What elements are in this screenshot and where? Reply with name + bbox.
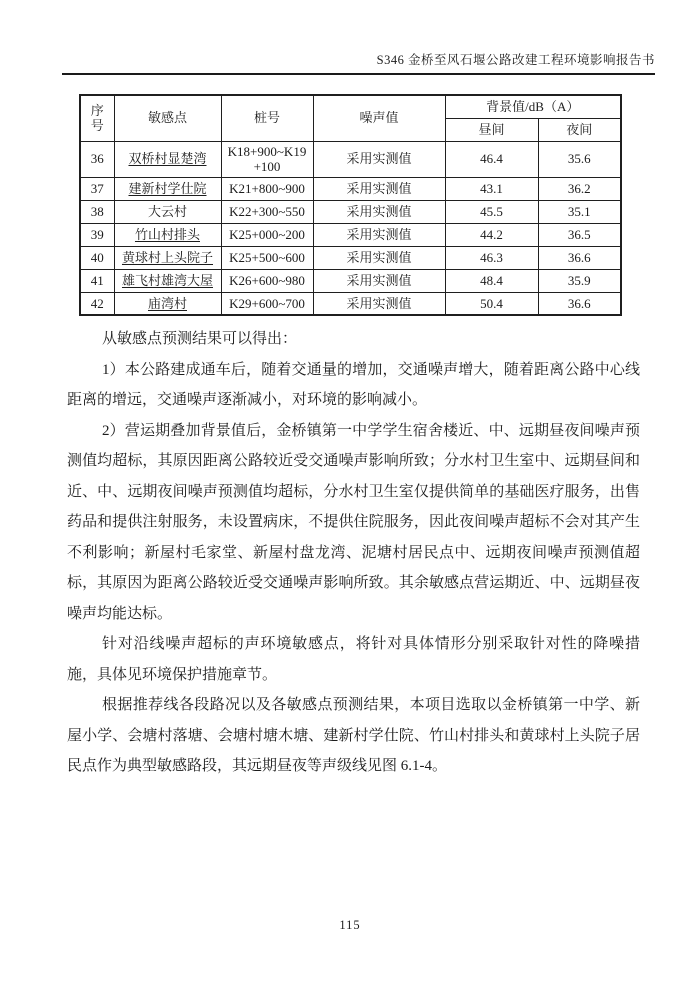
table-header bbox=[80, 95, 621, 141]
row-index: 39 bbox=[80, 223, 114, 246]
row-stake-number: K29+600~700 bbox=[221, 292, 313, 315]
row-noise-value: 采用实测值 bbox=[313, 141, 445, 177]
sensitive-point-name: 双桥村显楚湾 bbox=[128, 151, 207, 167]
row-index: 38 bbox=[80, 200, 114, 223]
page-number: 115 bbox=[339, 918, 361, 932]
row-daytime-value: 50.4 bbox=[445, 292, 538, 315]
row-index: 36 bbox=[80, 141, 114, 177]
row-index: 42 bbox=[80, 292, 114, 315]
row-noise-value: 采用实测值 bbox=[313, 269, 445, 292]
row-sensitive-point bbox=[114, 246, 221, 269]
row-noise-value: 采用实测值 bbox=[313, 177, 445, 200]
row-noise-value: 采用实测值 bbox=[313, 223, 445, 246]
row-sensitive-point bbox=[114, 269, 221, 292]
row-noise-value: 采用实测值 bbox=[313, 292, 445, 315]
col-header-index: 序号 bbox=[80, 95, 114, 141]
table-row bbox=[80, 141, 621, 177]
col-header-noise-value: 噪声值 bbox=[313, 95, 445, 141]
row-stake-number: K26+600~980 bbox=[221, 269, 313, 292]
body-text bbox=[67, 324, 640, 782]
row-stake-number: K22+300~550 bbox=[221, 200, 313, 223]
row-nighttime-value: 35.1 bbox=[538, 200, 621, 223]
row-daytime-value: 46.3 bbox=[445, 246, 538, 269]
row-nighttime-value: 35.9 bbox=[538, 269, 621, 292]
row-daytime-value: 48.4 bbox=[445, 269, 538, 292]
running-header-title: S346 金桥至风石堰公路改建工程环境影响报告书 bbox=[376, 53, 655, 67]
row-index: 41 bbox=[80, 269, 114, 292]
table-body bbox=[80, 141, 621, 315]
row-daytime-value: 43.1 bbox=[445, 177, 538, 200]
page-footer bbox=[0, 918, 700, 933]
row-sensitive-point bbox=[114, 200, 221, 223]
row-sensitive-point bbox=[114, 292, 221, 315]
row-noise-value: 采用实测值 bbox=[313, 246, 445, 269]
row-sensitive-point bbox=[114, 177, 221, 200]
body-paragraph: 从敏感点预测结果可以得出： bbox=[102, 331, 298, 347]
row-stake-number: K25+000~200 bbox=[221, 223, 313, 246]
col-header-stake: 桩号 bbox=[221, 95, 313, 141]
body-paragraph: 1）本公路建成通车后，随着交通量的增加，交通噪声增大，随着距离公路中心线距离的增远，交通噪声逐渐减小，对环境的影响减小。 bbox=[67, 361, 640, 408]
table-row bbox=[80, 200, 621, 223]
body-paragraph: 针对沿线噪声超标的声环境敏感点，将针对具体情形分别采取针对性的降噪措施，具体见环境保护措施章节。 bbox=[67, 636, 640, 683]
col-header-sensitive-point: 敏感点 bbox=[114, 95, 221, 141]
sensitive-point-name: 庙湾村 bbox=[147, 295, 187, 311]
row-sensitive-point bbox=[114, 223, 221, 246]
row-sensitive-point bbox=[114, 141, 221, 177]
row-stake-number: K25+500~600 bbox=[221, 246, 313, 269]
row-stake-number: K18+900~K19+100 bbox=[221, 141, 313, 177]
row-nighttime-value: 36.6 bbox=[538, 246, 621, 269]
table-row bbox=[80, 269, 621, 292]
row-index: 37 bbox=[80, 177, 114, 200]
table-row bbox=[80, 246, 621, 269]
table-row bbox=[80, 177, 621, 200]
row-daytime-value: 44.2 bbox=[445, 223, 538, 246]
col-header-background-value: 背景值/dB（A） bbox=[445, 95, 621, 118]
body-paragraph: 2）营运期叠加背景值后，金桥镇第一中学学生宿舍楼近、中、远期昼夜间噪声预测值均超标，其原因距离公路较近受交通噪声影响所致；分水村卫生室中、远期昼间和近、中、远期夜间噪声预测值均超标，分水村卫生室仅提供简单的基础医疗服务，出售药品和提供注射服务，未设置病床，不提供住院服务，因此夜间噪声超标不会对其产生不利影响；新屋村毛家堂、新屋村盘龙湾、泥塘村居民点中、远期夜间噪声预测值超标，其原因为距离公路较近受交通噪声影响所致。其余敏感点营运期近、中、远期昼夜噪声均能达标。 bbox=[67, 422, 640, 622]
row-stake-number: K21+800~900 bbox=[221, 177, 313, 200]
body-paragraph: 根据推荐线各段路况以及各敏感点预测结果，本项目选取以金桥镇第一中学、新屋小学、会塘村落塘、会塘村塘木塘、建新村学仕院、竹山村排头和黄球村上头院子居民点作为典型敏感路段，其远期昼夜等声级线见图 6.1-4。 bbox=[67, 697, 640, 774]
sensitive-point-name: 建新村学仕院 bbox=[128, 180, 207, 196]
row-nighttime-value: 36.6 bbox=[538, 292, 621, 315]
table-row bbox=[80, 223, 621, 246]
col-header-daytime: 昼间 bbox=[445, 118, 538, 141]
row-nighttime-value: 36.2 bbox=[538, 177, 621, 200]
row-daytime-value: 45.5 bbox=[445, 200, 538, 223]
sensitive-point-name: 竹山村排头 bbox=[134, 226, 200, 242]
page-header bbox=[62, 52, 655, 75]
row-noise-value: 采用实测值 bbox=[313, 200, 445, 223]
row-daytime-value: 46.4 bbox=[445, 141, 538, 177]
sensitive-point-name: 雄飞村雄湾大屋 bbox=[121, 272, 213, 288]
row-nighttime-value: 36.5 bbox=[538, 223, 621, 246]
row-nighttime-value: 35.6 bbox=[538, 141, 621, 177]
sensitive-point-name: 大云村 bbox=[147, 203, 187, 219]
noise-sensitive-points-table bbox=[79, 94, 622, 316]
table-row bbox=[80, 292, 621, 315]
col-header-nighttime: 夜间 bbox=[538, 118, 621, 141]
sensitive-point-name: 黄球村上头院子 bbox=[121, 249, 213, 265]
row-index: 40 bbox=[80, 246, 114, 269]
